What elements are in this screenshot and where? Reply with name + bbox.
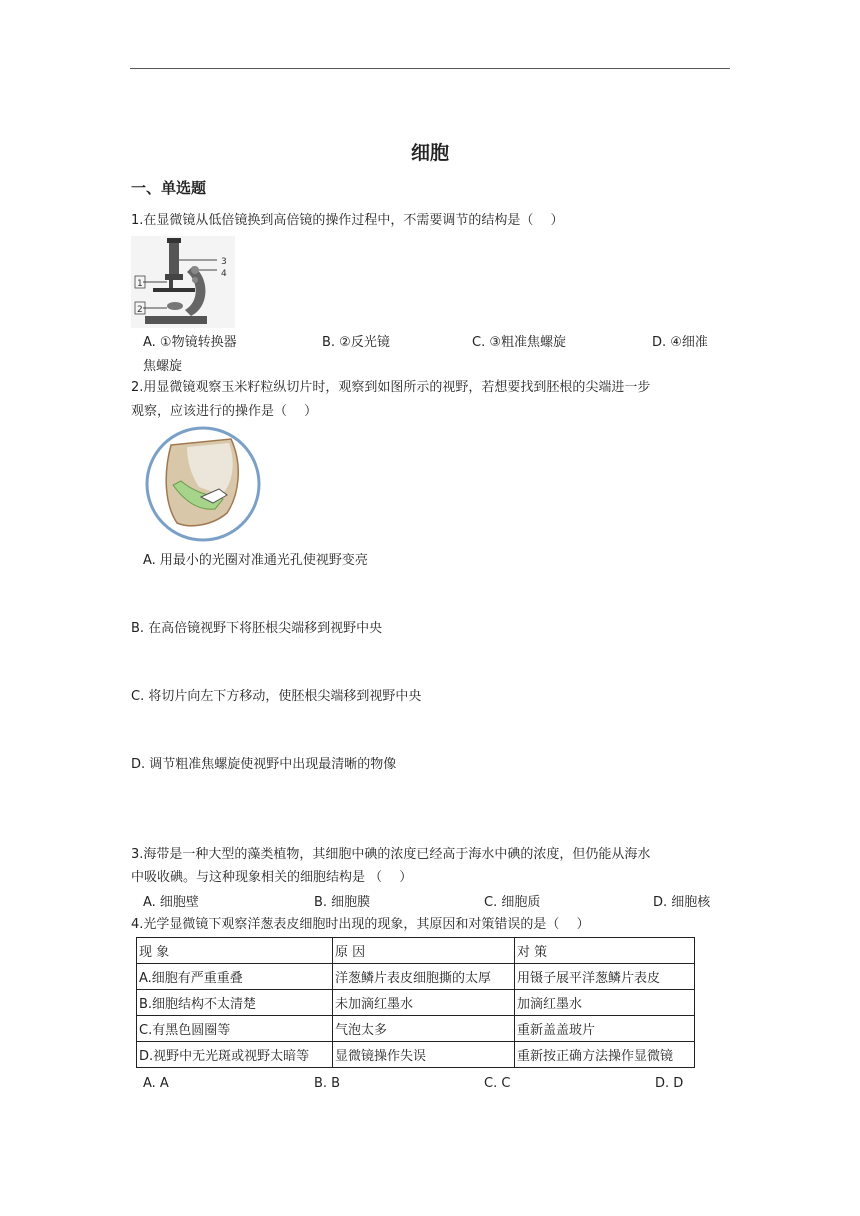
q3-option-c[interactable]: C. 细胞质 — [484, 895, 541, 910]
table-cell: 加滴红墨水 — [515, 990, 695, 1016]
q4-option-c[interactable]: C. C — [484, 1076, 511, 1091]
figure-label-1: 1 — [137, 279, 143, 289]
question-4-table — [136, 937, 695, 1068]
q3-option-d[interactable]: D. 细胞核 — [653, 895, 711, 910]
table-row — [137, 964, 695, 990]
header-rule — [130, 68, 730, 69]
q2-option-c[interactable]: C. 将切片向左下方移动，使胚根尖端移到视野中央 — [131, 689, 422, 704]
table-header-cell: 对 策 — [515, 938, 695, 964]
q2-option-d[interactable]: D. 调节粗准焦螺旋使视野中出现最清晰的物像 — [131, 757, 397, 772]
table-header-row — [137, 938, 695, 964]
table-header-cell: 现 象 — [137, 938, 333, 964]
section-heading: 一、单选题 — [131, 179, 207, 197]
table-cell: C.有黑色圆圈等 — [137, 1016, 333, 1042]
q1-option-d-wrap: 焦螺旋 — [143, 359, 183, 374]
table-cell: 气泡太多 — [333, 1016, 515, 1042]
table-cell: A.细胞有严重重叠 — [137, 964, 333, 990]
q1-option-d[interactable]: D. ④细准 — [652, 335, 708, 350]
q1-option-a[interactable]: A. ①物镜转换器 — [143, 335, 237, 350]
table-cell: 未加滴红墨水 — [333, 990, 515, 1016]
table-cell: B.细胞结构不太清楚 — [137, 990, 333, 1016]
table-cell: 重新盖盖玻片 — [515, 1016, 695, 1042]
q3-option-b[interactable]: B. 细胞膜 — [314, 895, 371, 910]
figure-label-3: 3 — [221, 257, 227, 267]
q1-option-c[interactable]: C. ③粗准焦螺旋 — [472, 335, 566, 350]
corn-kernel-figure — [143, 425, 263, 543]
q4-option-d[interactable]: D. D — [655, 1076, 684, 1091]
q2-option-b[interactable]: B. 在高倍镜视野下将胚根尖端移到视野中央 — [131, 621, 383, 636]
q2-option-a[interactable]: A. 用最小的光圈对准通光孔使视野变亮 — [143, 553, 368, 568]
figure-label-4: 4 — [221, 269, 227, 279]
table-header-cell: 原 因 — [333, 938, 515, 964]
table-cell: D.视野中无光斑或视野太暗等 — [137, 1042, 333, 1068]
question-3-stem-line2: 中吸收碘。与这种现象相关的细胞结构是 （ ） — [131, 870, 413, 885]
q3-option-a[interactable]: A. 细胞壁 — [143, 895, 199, 910]
microscope-figure — [131, 236, 235, 328]
q1-option-b[interactable]: B. ②反光镜 — [322, 335, 390, 350]
table-cell: 重新按正确方法操作显微镜 — [515, 1042, 695, 1068]
table-cell: 用镊子展平洋葱鳞片表皮 — [515, 964, 695, 990]
question-4-stem: 4.光学显微镜下观察洋葱表皮细胞时出现的现象，其原因和对策错误的是（ ） — [131, 917, 590, 932]
q4-option-a[interactable]: A. A — [143, 1076, 169, 1091]
table-row — [137, 990, 695, 1016]
question-2-stem-line1: 2.用显微镜观察玉米籽粒纵切片时，观察到如图所示的视野，若想要找到胚根的尖端进一步 — [131, 380, 651, 395]
table-cell: 显微镜操作失误 — [333, 1042, 515, 1068]
q4-option-b[interactable]: B. B — [314, 1076, 341, 1091]
question-3-stem-line1: 3.海带是一种大型的藻类植物，其细胞中碘的浓度已经高于海水中碘的浓度，但仍能从海水 — [131, 847, 651, 862]
page-title: 细胞 — [410, 142, 449, 164]
table-cell: 洋葱鳞片表皮细胞撕的太厚 — [333, 964, 515, 990]
question-2-stem-line2: 观察，应该进行的操作是（ ） — [131, 404, 318, 419]
figure-label-2: 2 — [137, 305, 143, 315]
question-1-stem: 1.在显微镜从低倍镜换到高倍镜的操作过程中，不需要调节的结构是（ ） — [131, 213, 564, 228]
table-row — [137, 1042, 695, 1068]
table-row — [137, 1016, 695, 1042]
